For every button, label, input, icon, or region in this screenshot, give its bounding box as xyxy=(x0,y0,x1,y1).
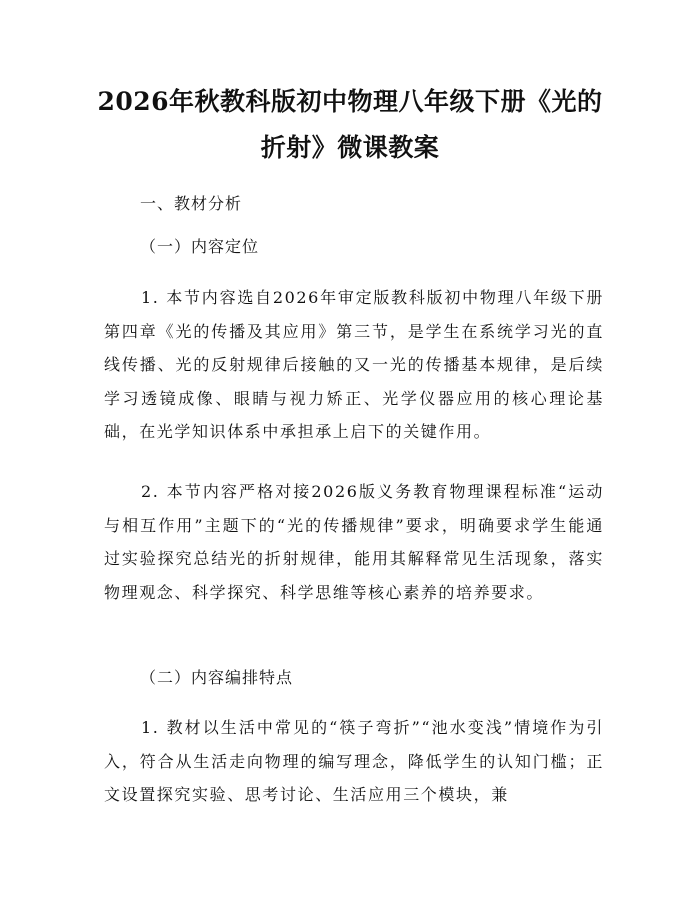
section-heading-teaching-material-analysis: 一、教材分析 xyxy=(140,194,243,213)
document-title-line-2: 折射》微课教案 xyxy=(260,133,440,162)
subsection-heading-content-arrangement: （二）内容编排特点 xyxy=(140,668,294,687)
paragraph-content-positioning-2: 2. 本节内容严格对接2026版义务教育物理课程标准“运动与相互作用”主题下的“光的传播规律”要求，明确要求学生能通过实验探究总结光的折射规律，能用其解释常见生活现象，落实物理观念、科学探究、科学思维等核心素养的培养要求。 xyxy=(104,482,604,602)
paragraph-content-arrangement-1: 1. 教材以生活中常见的“筷子弯折”“池水变浅”情境作为引入，符合从生活走向物理的编写理念，降低学生的认知门槛；正文设置探究实验、思考讨论、生活应用三个模块，兼 xyxy=(104,718,604,804)
paragraph-content-positioning-1: 1. 本节内容选自2026年审定版教科版初中物理八年级下册第四章《光的传播及其应用》第三节，是学生在系统学习光的直线传播、光的反射规律后接触的又一光的传播基本规律，是后续学习透镜成像、眼睛与视力矫正、光学仪器应用的核心理论基础，在光学知识体系中承担承上启下的关键作用。 xyxy=(104,288,604,441)
subsection-heading-content-positioning: （一）内容定位 xyxy=(140,237,260,256)
document-title-line-1: 2026年秋教科版初中物理八年级下册《光的 xyxy=(97,87,603,116)
